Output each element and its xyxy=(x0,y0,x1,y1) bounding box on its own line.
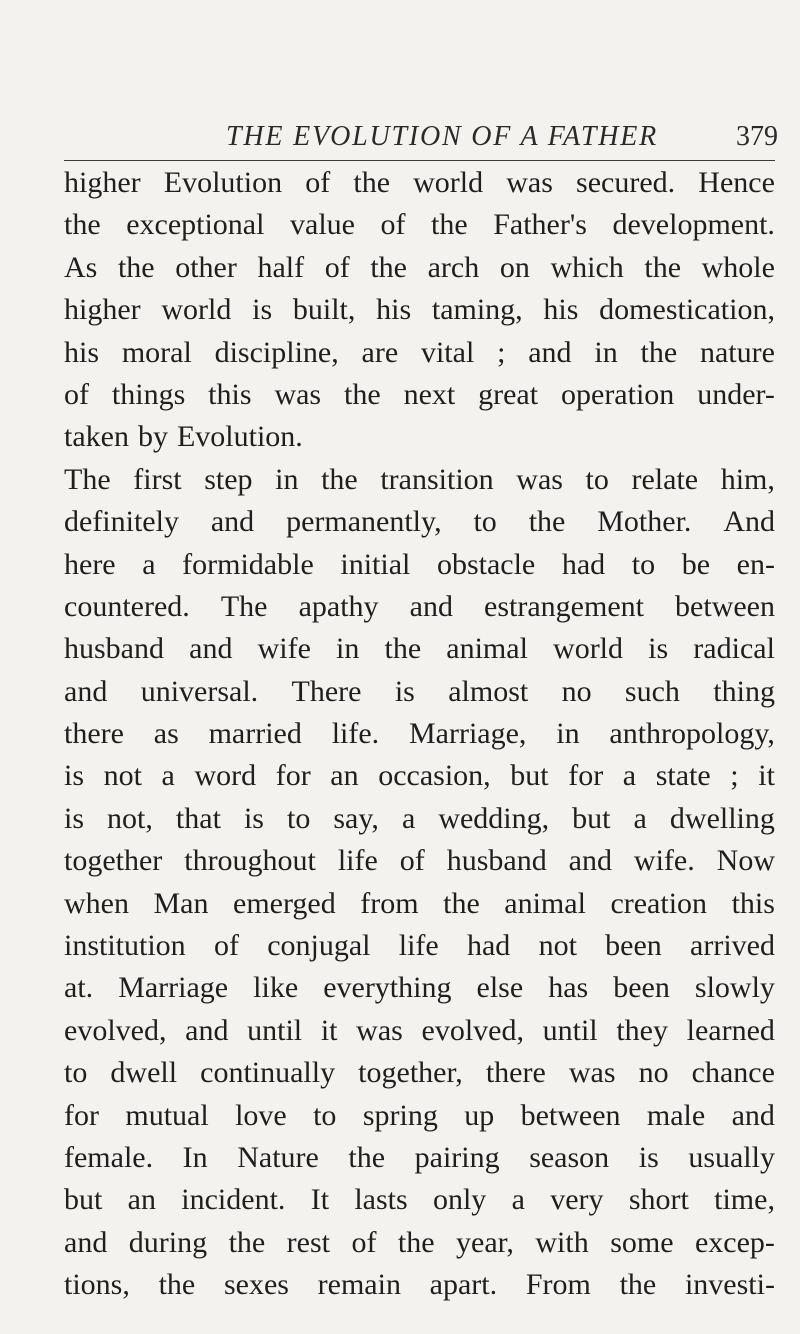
word: radical xyxy=(693,632,775,666)
word: is xyxy=(648,632,669,666)
word: his xyxy=(64,335,100,369)
text-line xyxy=(64,628,775,670)
word: up xyxy=(464,1098,495,1132)
word: but xyxy=(510,759,549,793)
word: as xyxy=(153,717,179,751)
word: apathy xyxy=(298,589,379,623)
word: world xyxy=(553,632,624,666)
word: together xyxy=(64,844,163,878)
word: in xyxy=(594,335,618,369)
word: sexes xyxy=(223,1268,289,1302)
word: almost xyxy=(448,674,529,708)
word: and xyxy=(64,1225,108,1259)
word: the xyxy=(528,505,566,539)
page-number: 379 xyxy=(736,121,778,152)
text-line xyxy=(64,967,775,1009)
word: be xyxy=(681,547,711,581)
word: there xyxy=(485,1056,546,1090)
word: From xyxy=(525,1268,591,1302)
word: obstacle xyxy=(436,547,536,581)
word: And xyxy=(723,505,775,539)
word: things xyxy=(111,377,186,411)
word: life xyxy=(398,929,439,963)
word: to xyxy=(313,1098,337,1132)
word: in xyxy=(275,462,299,496)
word: husband xyxy=(446,844,547,878)
word: the xyxy=(640,335,678,369)
word: the xyxy=(431,208,468,242)
word: and xyxy=(210,505,255,539)
word: value xyxy=(290,208,355,242)
word: to xyxy=(287,801,311,835)
word: apart. xyxy=(429,1268,498,1302)
word: time, xyxy=(714,1183,775,1217)
word: was xyxy=(568,1056,616,1090)
word: the xyxy=(644,250,682,284)
word: whole xyxy=(701,250,775,284)
word: the xyxy=(384,632,422,666)
word: but xyxy=(572,801,611,835)
word: been xyxy=(605,929,662,963)
word: dwell xyxy=(110,1056,178,1090)
word: other xyxy=(175,250,237,284)
word: first xyxy=(133,462,182,496)
word: conjugal xyxy=(267,929,371,963)
text-line xyxy=(64,1179,775,1221)
body-text xyxy=(64,162,775,1307)
text-line xyxy=(64,883,775,925)
word: here xyxy=(64,547,116,581)
word: permanently, xyxy=(286,505,442,539)
word: rest xyxy=(286,1225,330,1259)
word: is xyxy=(64,801,85,835)
word: taming, xyxy=(431,293,523,327)
word: not xyxy=(538,929,577,963)
word: excep- xyxy=(694,1225,775,1259)
word: year, xyxy=(456,1225,514,1259)
word: Nature xyxy=(237,1140,319,1174)
text-line xyxy=(64,586,775,628)
word: the xyxy=(353,166,391,199)
word: the xyxy=(158,1268,196,1302)
word: by xyxy=(137,420,168,454)
text-line xyxy=(64,1052,775,1094)
word: is xyxy=(638,1140,659,1174)
word: estrangement xyxy=(484,589,644,623)
word: It xyxy=(310,1183,330,1217)
word: some xyxy=(610,1225,674,1259)
text-line xyxy=(64,459,775,501)
word: female. xyxy=(64,1140,154,1174)
word: a xyxy=(633,801,647,835)
word: and xyxy=(528,335,572,369)
word: arrived xyxy=(690,929,775,963)
word: else xyxy=(476,971,524,1005)
word: vital xyxy=(420,335,475,369)
word: tions, xyxy=(64,1268,130,1302)
word: ; xyxy=(497,335,506,369)
word: Evolution xyxy=(163,166,283,199)
word: step xyxy=(204,462,253,496)
word: until xyxy=(247,1013,303,1047)
word: in xyxy=(556,717,580,751)
word: like xyxy=(253,971,299,1005)
word: an xyxy=(127,1183,156,1217)
word: Marriage, xyxy=(408,717,527,751)
word: it xyxy=(758,759,775,793)
word: the xyxy=(117,250,155,284)
word: to xyxy=(64,1056,88,1090)
word: is xyxy=(64,759,85,793)
word: evolved, xyxy=(64,1013,167,1047)
word: There xyxy=(291,674,362,708)
word: of xyxy=(64,377,89,411)
word: not, xyxy=(107,801,153,835)
word: usually xyxy=(688,1140,775,1174)
word: chance xyxy=(691,1056,775,1090)
word: ; xyxy=(730,759,739,793)
text-line xyxy=(64,416,775,458)
word: life. xyxy=(331,717,380,751)
word: and xyxy=(64,674,108,708)
word: As xyxy=(64,250,98,284)
word: of xyxy=(351,1225,377,1259)
text-line xyxy=(64,162,775,204)
word: secured. xyxy=(576,166,676,199)
word: at. xyxy=(64,971,94,1005)
word: the xyxy=(348,1140,386,1174)
word: to xyxy=(631,547,656,581)
word: a xyxy=(622,759,637,793)
word: and xyxy=(568,844,612,878)
text-line xyxy=(64,374,775,416)
word: not xyxy=(103,759,142,793)
word: half xyxy=(257,250,305,284)
text-line xyxy=(64,204,775,246)
text-line xyxy=(64,1010,775,1052)
word: the xyxy=(321,462,358,496)
word: state xyxy=(655,759,711,793)
word: this xyxy=(208,377,252,411)
word: for xyxy=(568,759,604,793)
word: In xyxy=(182,1140,208,1174)
word: Mother. xyxy=(597,505,692,539)
word: been xyxy=(613,971,670,1005)
text-line xyxy=(64,798,775,840)
word: the xyxy=(344,377,381,411)
word: the xyxy=(228,1225,266,1259)
word: investi- xyxy=(684,1268,775,1302)
word: is xyxy=(252,293,273,327)
word: in xyxy=(336,632,360,666)
word: a xyxy=(142,547,156,581)
word: built, xyxy=(292,293,356,327)
word: was xyxy=(274,377,322,411)
word: and xyxy=(185,1013,229,1047)
word: very xyxy=(550,1183,604,1217)
word: of xyxy=(305,166,331,199)
word: on xyxy=(499,250,530,284)
word: countered. xyxy=(64,589,190,623)
word: to xyxy=(585,462,609,496)
word: between xyxy=(675,589,775,623)
word: is xyxy=(394,674,415,708)
text-line xyxy=(64,1222,775,1264)
word: no xyxy=(638,1056,669,1090)
word: spring xyxy=(362,1098,438,1132)
word: say, xyxy=(333,801,379,835)
text-line xyxy=(64,332,775,374)
word: life xyxy=(337,844,378,878)
word: until xyxy=(542,1013,598,1047)
header-rule xyxy=(64,160,775,161)
word: is xyxy=(243,801,264,835)
word: short xyxy=(628,1183,689,1217)
word: great xyxy=(478,377,539,411)
word: are xyxy=(361,335,399,369)
word: next xyxy=(403,377,456,411)
word: lasts xyxy=(354,1183,408,1217)
text-line xyxy=(64,544,775,586)
word: for xyxy=(275,759,311,793)
word: and xyxy=(409,589,453,623)
word: transition xyxy=(380,462,494,496)
word: from xyxy=(360,886,419,920)
word: only xyxy=(432,1183,487,1217)
word: Marriage xyxy=(118,971,229,1005)
word: it xyxy=(320,1013,338,1047)
word: Evolution. xyxy=(176,420,303,454)
word: for xyxy=(64,1098,99,1132)
word: dwelling xyxy=(669,801,775,835)
word: a xyxy=(401,801,416,835)
text-line xyxy=(64,289,775,331)
word: when xyxy=(64,886,129,920)
word: wedding, xyxy=(438,801,550,835)
word: domestication, xyxy=(599,293,775,327)
word: with xyxy=(535,1225,589,1259)
word: under- xyxy=(697,377,775,411)
word: animal xyxy=(504,886,586,920)
word: season xyxy=(529,1140,610,1174)
text-line xyxy=(64,713,775,755)
word: together, xyxy=(358,1056,463,1090)
word: was xyxy=(506,166,553,199)
word: of xyxy=(380,208,406,242)
word: slowly xyxy=(694,971,775,1005)
word: that xyxy=(175,801,221,835)
word: the xyxy=(370,250,407,284)
word: him, xyxy=(720,462,775,496)
word: and xyxy=(189,632,233,666)
word: word xyxy=(194,759,257,793)
word: arch xyxy=(427,250,480,284)
word: the xyxy=(619,1268,657,1302)
word: taken xyxy=(64,420,129,454)
word: definitely xyxy=(64,505,179,539)
word: world xyxy=(161,293,232,327)
word: initial xyxy=(340,547,411,581)
word: higher xyxy=(64,166,141,199)
text-line xyxy=(64,501,775,543)
word: of xyxy=(213,929,239,963)
word: wife xyxy=(257,632,311,666)
word: this xyxy=(731,886,775,920)
text-line xyxy=(64,755,775,797)
word: Man xyxy=(153,886,209,920)
word: Hence xyxy=(698,166,775,199)
word: relate xyxy=(631,462,699,496)
word: had xyxy=(466,929,511,963)
word: the xyxy=(443,886,480,920)
word: The xyxy=(220,589,268,623)
word: of xyxy=(324,250,350,284)
word: a xyxy=(161,759,175,793)
text-line xyxy=(64,1264,775,1306)
word: occasion, xyxy=(378,759,491,793)
text-line xyxy=(64,247,775,289)
word: formidable xyxy=(182,547,314,581)
word: discipline, xyxy=(214,335,339,369)
word: The xyxy=(64,462,111,496)
word: learned xyxy=(686,1013,775,1047)
word: husband xyxy=(64,632,164,666)
word: has xyxy=(548,971,589,1005)
word: remain xyxy=(317,1268,401,1302)
word: such xyxy=(624,674,680,708)
word: animal xyxy=(446,632,528,666)
word: his xyxy=(376,293,412,327)
word: pairing xyxy=(414,1140,500,1174)
word: anthropology, xyxy=(609,717,775,751)
word: exceptional xyxy=(126,208,265,242)
word: during xyxy=(128,1225,208,1259)
word: en- xyxy=(736,547,775,581)
word: but xyxy=(64,1183,103,1217)
word: they xyxy=(616,1013,668,1047)
word: had xyxy=(561,547,606,581)
word: an xyxy=(330,759,359,793)
word: there xyxy=(64,717,124,751)
word: male xyxy=(646,1098,706,1132)
word: development. xyxy=(612,208,775,242)
word: institution xyxy=(64,929,186,963)
text-line xyxy=(64,1137,775,1179)
word: the xyxy=(397,1225,435,1259)
text-line xyxy=(64,671,775,713)
word: married xyxy=(208,717,302,751)
word: and xyxy=(731,1098,775,1132)
word: mutual xyxy=(125,1098,209,1132)
word: Now xyxy=(716,844,775,878)
word: emerged xyxy=(233,886,336,920)
word: everything xyxy=(323,971,452,1005)
word: evolved, xyxy=(421,1013,524,1047)
word: moral xyxy=(121,335,192,369)
word: world xyxy=(413,166,484,199)
word: no xyxy=(561,674,592,708)
word: operation xyxy=(561,377,675,411)
word: throughout xyxy=(184,844,316,878)
word: creation xyxy=(610,886,708,920)
word: which xyxy=(550,250,624,284)
text-line xyxy=(64,925,775,967)
word: between xyxy=(520,1098,621,1132)
word: a xyxy=(511,1183,525,1217)
word: to xyxy=(473,505,497,539)
word: incident. xyxy=(181,1183,286,1217)
word: of xyxy=(399,844,425,878)
word: thing xyxy=(713,674,775,708)
word: higher xyxy=(64,293,141,327)
word: his xyxy=(543,293,579,327)
word: nature xyxy=(699,335,775,369)
word: was xyxy=(516,462,563,496)
text-line xyxy=(64,1095,775,1137)
word: continually xyxy=(200,1056,336,1090)
word: universal. xyxy=(140,674,259,708)
word: the xyxy=(64,208,101,242)
word: wife. xyxy=(633,844,695,878)
text-line xyxy=(64,840,775,882)
word: Father's xyxy=(493,208,587,242)
running-head-title: THE EVOLUTION OF A FATHER xyxy=(226,121,659,152)
word: was xyxy=(356,1013,403,1047)
word: love xyxy=(235,1098,287,1132)
